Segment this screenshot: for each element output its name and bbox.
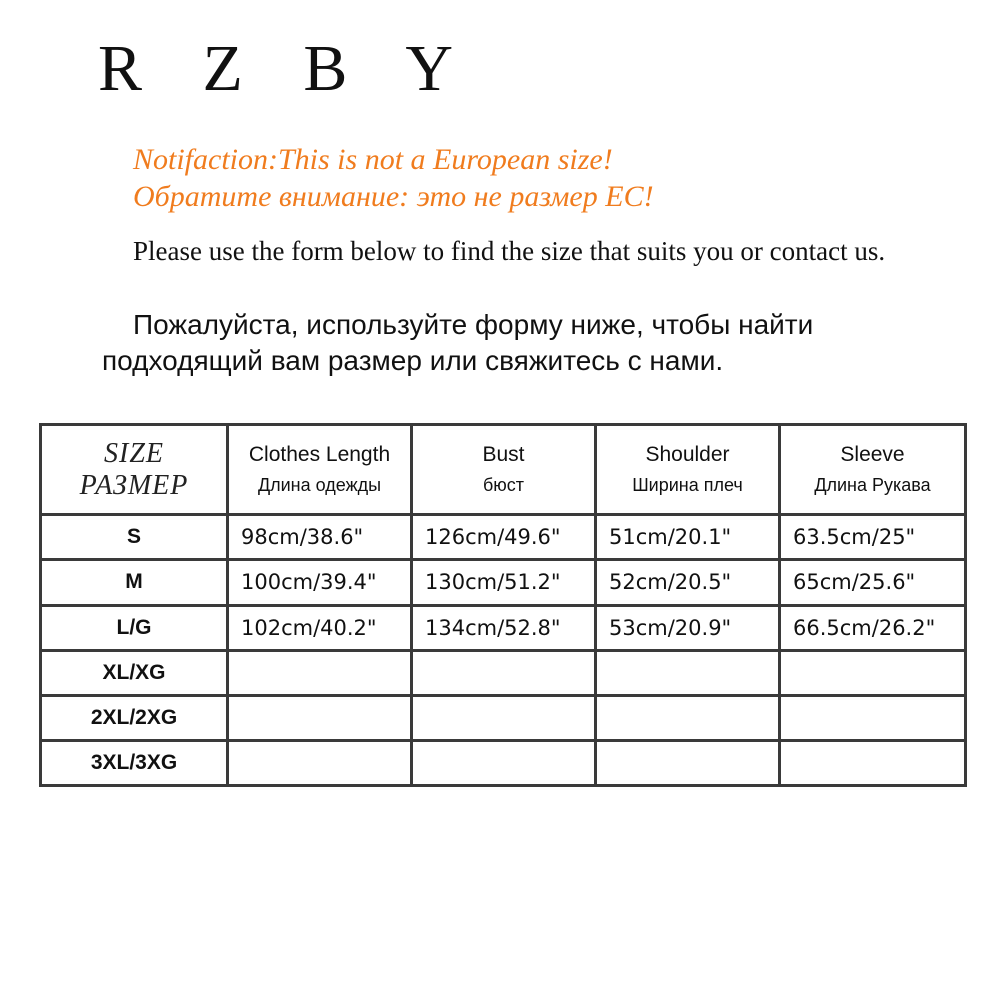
column-header-clothes-length [228,425,412,515]
size-cell: 2XL/2XG [41,695,228,740]
value-cell: 53cm/20.9" [596,605,780,650]
value-cell: 98cm/38.6" [228,515,412,560]
brand-logo: R Z B Y [98,32,476,105]
value-cell [596,695,780,740]
column-header-en: Bust [482,442,525,466]
table-row [41,515,966,560]
value-cell [412,740,596,785]
table-row [41,740,966,785]
value-cell: 52cm/20.5" [596,560,780,605]
value-cell [596,740,780,785]
value-cell: 134cm/52.8" [412,605,596,650]
value-cell [228,650,412,695]
value-cell: 51cm/20.1" [596,515,780,560]
table-row [41,650,966,695]
table-header-row [41,425,966,515]
size-cell: 3XL/3XG [41,740,228,785]
value-cell [412,650,596,695]
size-chart-table [39,423,967,787]
size-cell: S [41,515,228,560]
value-cell [412,695,596,740]
value-cell: 100cm/39.4" [228,560,412,605]
value-cell [780,740,966,785]
size-cell: XL/XG [41,650,228,695]
value-cell [780,695,966,740]
value-cell: 102cm/40.2" [228,605,412,650]
size-header-ru: РАЗМЕР [79,469,189,501]
value-cell: 130cm/51.2" [412,560,596,605]
column-header-shoulder [596,425,780,515]
column-header-ru: бюст [482,474,525,495]
value-cell [596,650,780,695]
value-cell [228,695,412,740]
value-cell: 126cm/49.6" [412,515,596,560]
value-cell [780,650,966,695]
size-cell: L/G [41,605,228,650]
table-row [41,560,966,605]
size-header-en: SIZE [104,437,164,469]
value-cell: 63.5cm/25" [780,515,966,560]
value-cell: 65cm/25.6" [780,560,966,605]
column-header-sleeve [780,425,966,515]
column-header-bust [412,425,596,515]
notice-english: Notifaction:This is not a European size! [133,143,613,176]
column-header-en: Shoulder [645,442,730,466]
column-header-ru: Ширина плеч [632,474,743,495]
column-header-en: Clothes Length [248,442,391,466]
column-header-ru: Длина одежды [257,474,382,495]
instructions-english: Please use the form below to find the size that suits you or contact us. [133,236,886,266]
table-row [41,605,966,650]
instructions-russian: Пожалуйста, используйте форму ниже, чтобы найти подходящий вам размер или свяжитесь с нами. [102,309,814,376]
column-header-ru: Длина Рукава [814,474,931,495]
value-cell [228,740,412,785]
size-column-header [41,425,228,515]
notice-russian: Обратите внимание: это не размер ЕС! [133,180,654,213]
size-cell: M [41,560,228,605]
value-cell: 66.5cm/26.2" [780,605,966,650]
table-row [41,695,966,740]
column-header-en: Sleeve [840,442,905,466]
